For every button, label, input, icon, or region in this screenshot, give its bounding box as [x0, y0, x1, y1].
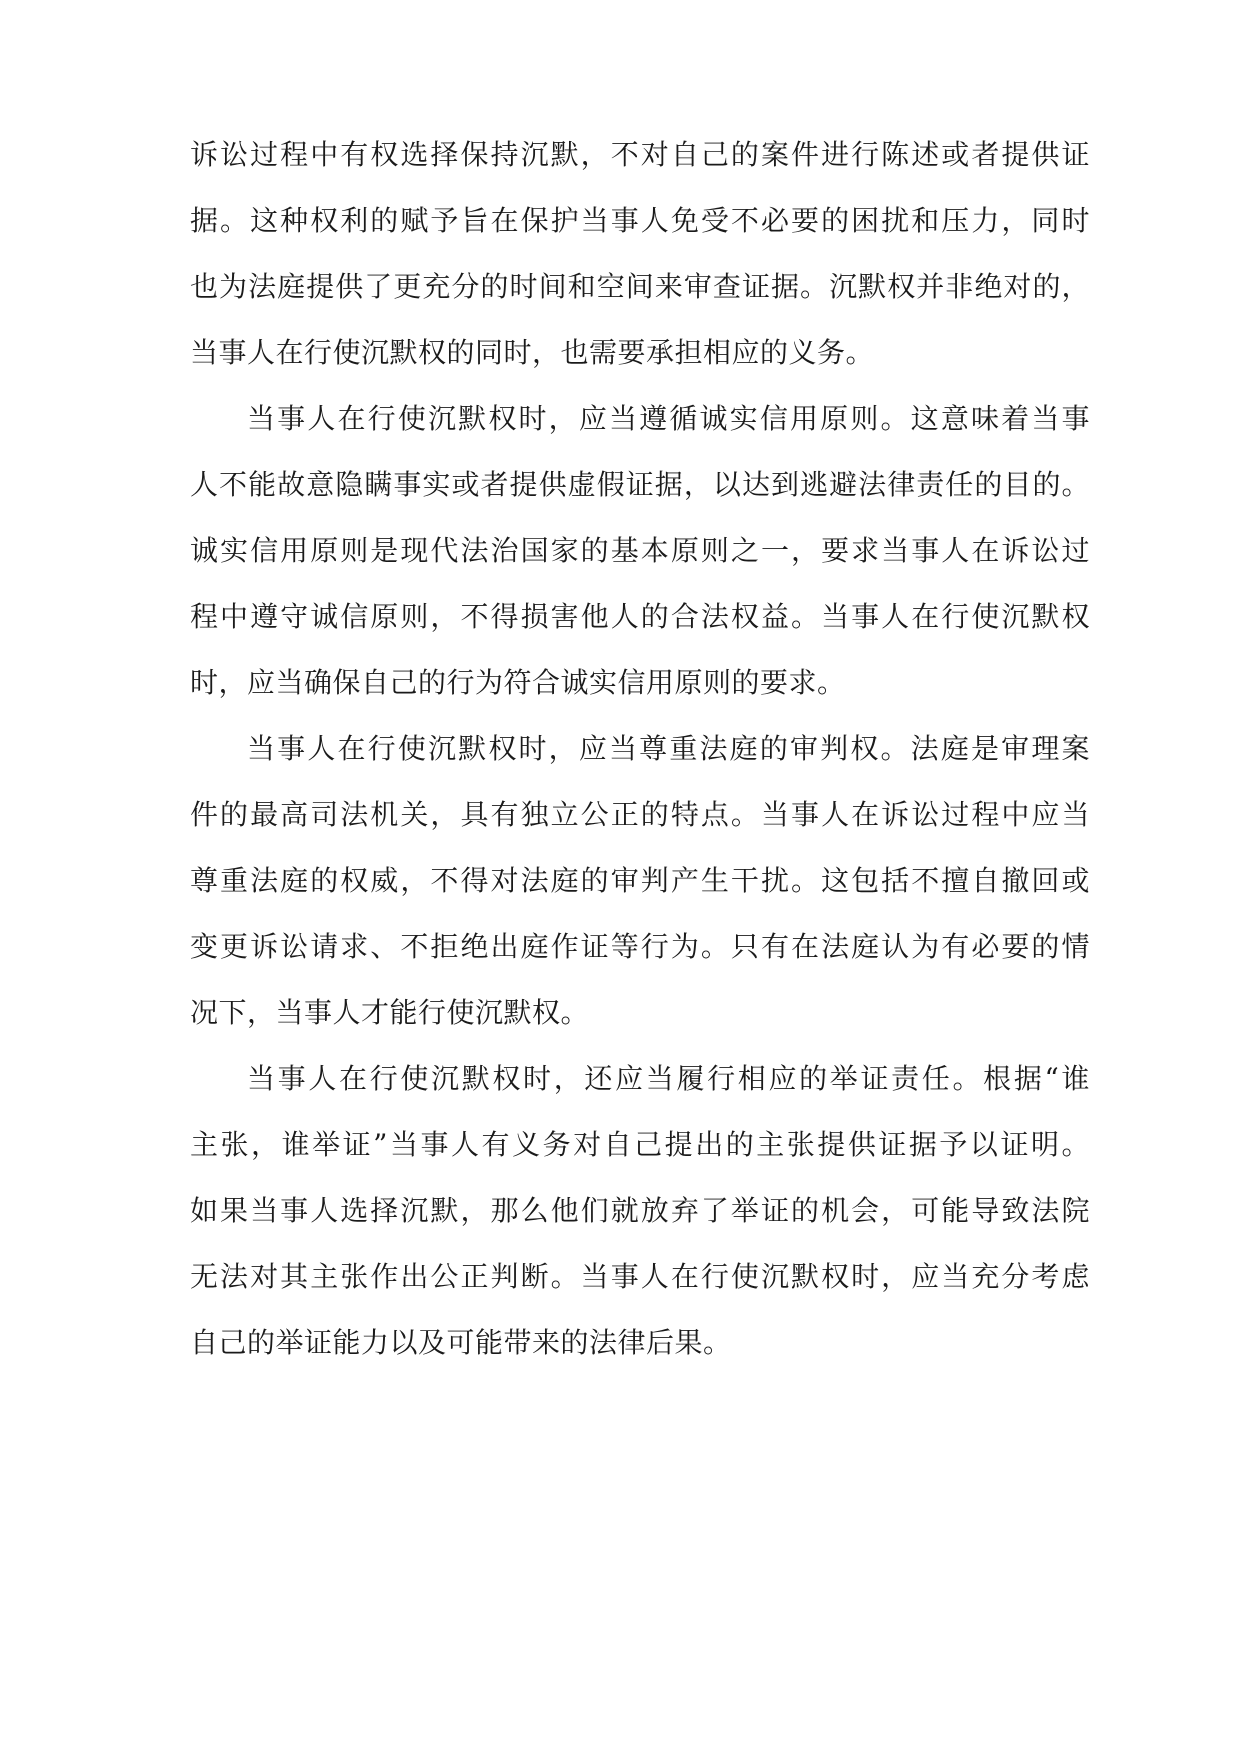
text-line: 当事人在行使沉默权的同时，也需要承担相应的义务。: [190, 336, 875, 369]
text-line: 如果当事人选择沉默，那么他们就放弃了举证的机会，可能导致法院: [190, 1194, 1090, 1227]
text-line: 诚实信用原则是现代法治国家的基本原则之一，要求当事人在诉讼过: [190, 534, 1090, 567]
text-line: 况下，当事人才能行使沉默权。: [190, 996, 590, 1029]
text-line: 诉讼过程中有权选择保持沉默，不对自己的案件进行陈述或者提供证: [190, 138, 1090, 171]
text-line: 当事人在行使沉默权时，应当遵循诚实信用原则。这意味着当事: [247, 402, 1090, 435]
text-line: 人不能故意隐瞒事实或者提供虚假证据，以达到逃避法律责任的目的。: [190, 468, 1090, 501]
text-line: 程中遵守诚信原则，不得损害他人的合法权益。当事人在行使沉默权: [190, 600, 1090, 633]
text-line: 自己的举证能力以及可能带来的法律后果。: [190, 1326, 732, 1359]
text-line: 当事人在行使沉默权时，应当尊重法庭的审判权。法庭是审理案: [247, 732, 1090, 765]
text-line: 当事人在行使沉默权时，还应当履行相应的举证责任。根据“谁: [247, 1062, 1090, 1095]
text-line: 时，应当确保自己的行为符合诚实信用原则的要求。: [190, 666, 846, 699]
text-line: 变更诉讼请求、不拒绝出庭作证等行为。只有在法庭认为有必要的情: [190, 930, 1090, 963]
text-line: 据。这种权利的赋予旨在保护当事人免受不必要的困扰和压力，同时: [190, 204, 1090, 237]
text-line: 主张，谁举证”当事人有义务对自己提出的主张提供证据予以证明。: [190, 1128, 1090, 1161]
text-line: 也为法庭提供了更充分的时间和空间来审查证据。沉默权并非绝对的，: [190, 270, 1090, 303]
text-line: 尊重法庭的权威，不得对法庭的审判产生干扰。这包括不擅自撤回或: [190, 864, 1090, 897]
text-line: 无法对其主张作出公正判断。当事人在行使沉默权时，应当充分考虑: [190, 1260, 1090, 1293]
text-line: 件的最高司法机关，具有独立公正的特点。当事人在诉讼过程中应当: [190, 798, 1090, 831]
